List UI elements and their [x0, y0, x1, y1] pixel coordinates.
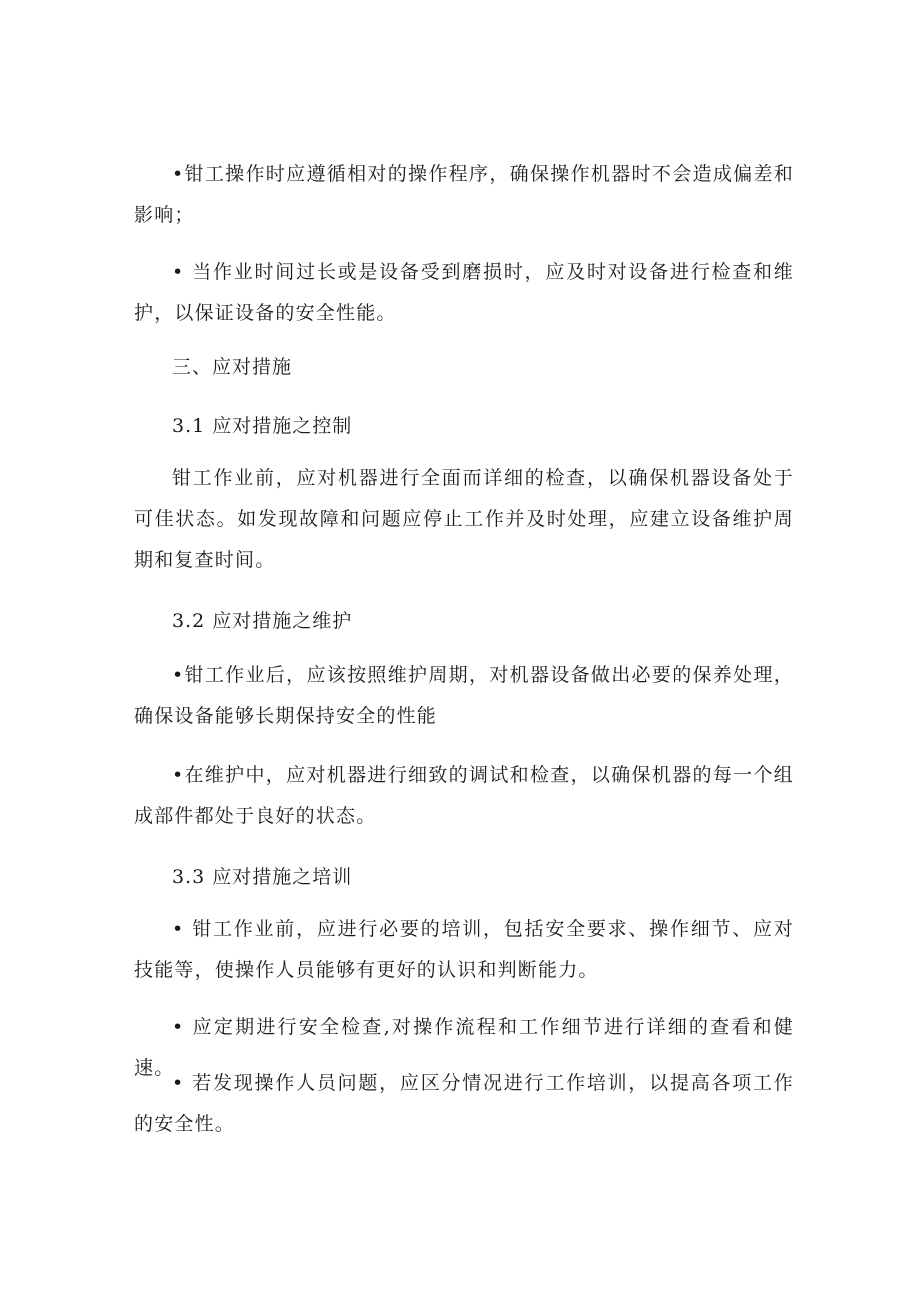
bullet-paragraph-after-work-maintenance: •钳工作业后，应该按照维护周期，对机器设备做出必要的保养处理，确保设备能够长期保持安全的性能 [134, 664, 794, 727]
heading-3-3-training: 3.3 应对措施之培训 [172, 866, 353, 888]
bullet-paragraph-equipment-maintenance: • 当作业时间过长或是设备受到磨损时，应及时对设备进行检查和维护，以保证设备的安全性能。 [134, 261, 794, 324]
heading-3-2-maintenance: 3.2 应对措施之维护 [172, 610, 353, 632]
bullet-paragraph-training-before-work: • 钳工作业前，应进行必要的培训，包括安全要求、操作细节、应对技能等，使操作人员能够有更好的认识和判断能力。 [134, 918, 794, 981]
bullet-paragraph-regular-safety-checks: • 应定期进行安全检查,对操作流程和工作细节进行详细的查看和健速。 [134, 1016, 794, 1079]
heading-3-1-control: 3.1 应对措施之控制 [172, 415, 353, 437]
bullet-paragraph-operator-issue-training: • 若发现操作人员问题，应区分情况进行工作培训，以提高各项工作的安全性。 [134, 1072, 794, 1135]
bullet-paragraph-operating-procedure: •钳工操作时应遵循相对的操作程序，确保操作机器时不会造成偏差和影响； [134, 163, 794, 226]
paragraph-3-1-control: 钳工作业前，应对机器进行全面而详细的检查，以确保机器设备处于可佳状态。如发现故障和问题应停止工作并及时处理，应建立设备维护周期和复查时间。 [134, 467, 794, 571]
section-title-countermeasures: 三、应对措施 [172, 356, 293, 378]
bullet-paragraph-inspection-during-maintenance: •在维护中，应对机器进行细致的调试和检查，以确保机器的每一个组成部件都处于良好的状态。 [134, 764, 794, 827]
